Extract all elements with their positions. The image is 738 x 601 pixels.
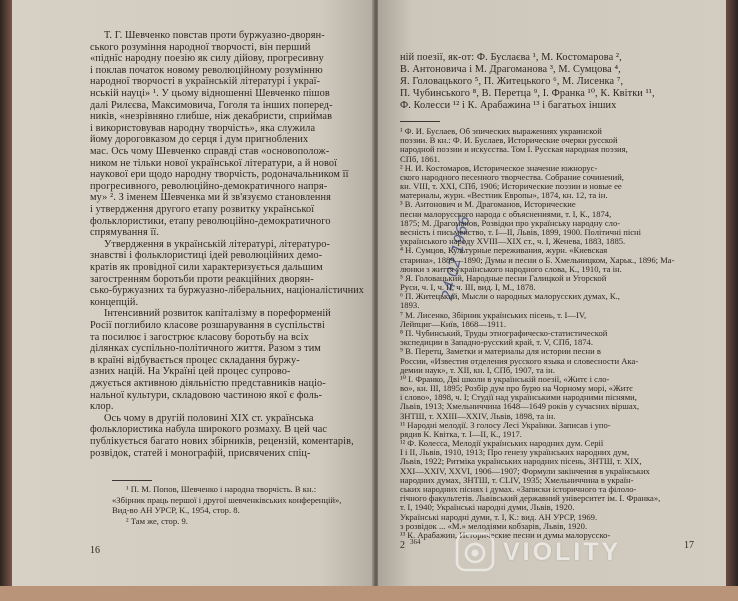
body-text-line: Ф. Колесси ¹² і К. Арабажина ¹³ і багатьох інших — [400, 100, 617, 112]
body-text-line: фольклористики, етапу революційно-демократичного — [90, 215, 331, 227]
book-cover-bottom-edge — [0, 586, 738, 601]
printer-signature-mark: 2 — [400, 540, 405, 551]
footnote-separator — [112, 480, 152, 481]
body-text-line: публікується багато нових збірників, рецензій, коментарів, — [90, 436, 354, 447]
body-text-line: ників, «незрівняно глибше, ніж декабристи, сприймав — [90, 111, 333, 123]
footnote-line: ¹¹ Народні мелодії. З голосу Лесі Українки. Записав і упо- — [400, 419, 611, 430]
violity-camera-logo-icon — [455, 532, 495, 572]
footnote-line: Українські народні думи, т. I, К.: вид. АН УРСР, 1969. — [400, 511, 598, 522]
body-text-line: В. Антоновича і М. Драгоманова ³, М. Сумцова ⁴, — [400, 64, 621, 76]
footnote-line: Львів, 1913; Хмельниччина 1648—1649 років у сучасних віршах, — [400, 401, 640, 412]
footnote-line: ² Н. И. Костомаров, Историческое значение южнорус- — [400, 162, 598, 173]
body-text-line: далі Рилєєва, Максимовича, Гоголя та інших поперед- — [90, 99, 333, 111]
body-text-line: в країні відбувається процес складання буржу- — [90, 354, 300, 366]
book-cover-right-edge — [726, 0, 738, 601]
footnote-line: Львів, 1922; Ритміка українських народних пісень, ЗНТШ, т. XIX, — [400, 456, 642, 467]
body-text-line: і використовував народну творчість», яка служила — [90, 122, 316, 134]
footnote-line: экспедиции в Западно-русский край, т. V, СПб, 1874. — [400, 337, 593, 348]
right-page — [378, 0, 726, 586]
body-text-line: клор. — [90, 401, 114, 413]
footnote-line: ¹³ К. Арабажин, Исторические песни и думы малорусско- — [400, 529, 611, 540]
footnote-line: ¹ П. М. Попов, Шевченко і народна творчість. В кн.: — [126, 484, 317, 494]
body-text-line: Я. Головацького ⁵, П. Житецького ⁶, М. Лисенка ⁷, — [400, 76, 624, 88]
body-text-line: і утвердження другого етапу розвитку української — [90, 204, 315, 215]
body-text-line: Ось чому в другій половині XIX ст. українська — [104, 412, 314, 424]
body-text-line: Росії поглибило класове розшарування в суспільстві — [90, 320, 325, 331]
footnote-line: 1893. — [400, 300, 420, 311]
footnote-line: старина», 1889—1890; Думы и песни о Б. Хмельницком, Харьк., 1896; Ма- — [400, 254, 675, 265]
footnote-line: во», кн. III, 1895; Розбір дум про бурю на Чорному морі, «Житє — [400, 383, 633, 394]
footnote-line: українського народу XVIII—XIX ст., ч. I, Женева, 1883, 1885. — [400, 236, 626, 247]
footnote-line: СПб, 1861. — [400, 153, 440, 164]
body-text-line: мас. Ось чому Шевченко справді став «основополож- — [90, 146, 330, 157]
body-text-line: П. Чубинського ⁸, В. Перетца ⁹, І. Франка ¹⁰, К. Квітки ¹¹, — [400, 88, 655, 100]
watermark-brand-text: VIOLITY — [503, 537, 622, 566]
body-text-line: знавстві і фольклористиці ідей революційних демо- — [90, 250, 323, 262]
footnote-line: Лейпциг—Київ, 1868—1911. — [400, 318, 506, 329]
watermark — [455, 530, 621, 574]
body-text-line: ній поезії, як-от: Ф. Буслаєва ¹, М. Костомарова ², — [400, 52, 622, 63]
body-text-line: розвідок, статей і монографій, присвячених спіц- — [90, 447, 311, 459]
footnote-line: ⁸ П. Чубинський, Труды этнографическо-статистической — [400, 327, 608, 338]
body-text-line: прогресивного, революційно-демократичного напря- — [90, 180, 328, 192]
footnote-line: материалы, журн. «Вестник Европы», 1874, кн. 12, та ін. — [400, 190, 608, 201]
footnote-line: песни малорусского народа с объяснениями, т. I, К., 1874, — [400, 208, 612, 219]
footnote-line: ⁹ В. Перетц, Заметки и материалы для истории песни в — [400, 346, 601, 357]
body-text-line: загостренням боротьби проти реакційних дворян- — [90, 273, 314, 285]
footnote-line: России, «Известия отделения русского языка и словесности Ака- — [400, 355, 639, 366]
body-text-line: ського розуміння народної творчості, він перший — [90, 41, 311, 53]
footnote-line: весність і письменство, т. І—ІІ, Львів, 1899, 1900. Політичні пісні — [400, 226, 642, 237]
footnote-line: ⁷ М. Лисенко, Збірник українських пісень, т. I—IV, — [400, 309, 587, 320]
body-text-line: фольклористика набула широкого розмаху. В цей час — [90, 424, 328, 436]
footnote-line: ¹² Ф. Колесса, Мелодії українських народних дум. Серії — [400, 438, 604, 449]
body-text-line: народної творчості в українській літературі і украї- — [90, 76, 321, 88]
footnote-line: народной поэзии и искусства. Том I. Русская народная поэзия, — [400, 144, 628, 155]
body-text-line: «піднїс народну поезію як силу дійову, прогресивну — [90, 53, 324, 65]
footnote-line: народних думах, ЗНТШ, т. CLIV, 1935; Хмельниччина в україн- — [400, 474, 634, 485]
body-text-line: йому дороговказом до серця і дум пригноблених — [90, 134, 309, 146]
footnote-line: ⁵ Я. Головацький, Народные песни Галицкой и Угорской — [400, 272, 607, 283]
body-text-line: концепцій. — [90, 296, 139, 308]
printer-signature-number: 364 — [410, 538, 421, 546]
footnote-separator — [400, 121, 440, 122]
footnote-line: демии наук», т. XII, кн. I, СПб, 1907, та ін. — [400, 364, 555, 375]
body-text-line: нській науці» ¹. У цьому відношенні Шевченко пішов — [90, 88, 330, 99]
footnote-line: ³ В. Антонович и М. Драгоманов, Исторические — [400, 199, 576, 210]
footnote-line: ських народних піснях і думах. «Записки історичного та філоло- — [400, 484, 637, 495]
footnote-line: рядив К. Квітка, т. I—II, К., 1917. — [400, 428, 522, 439]
footnote-line: поэзии. В кн.: Ф. И. Буслаев, Исторические очерки русской — [400, 135, 618, 146]
footnote-line: I і II, Львів, 1910, 1913; Про генезу українських народних дум, — [400, 447, 630, 458]
body-text-line: Т. Г. Шевченко повстав проти буржуазно-дворян- — [104, 30, 325, 41]
footnote-line: 1875; М. Драгоманов, Розвідки про українську народну сло- — [400, 217, 621, 228]
footnote-line: гічного факультетів. Львівський державний університет ім. І. Франка», — [400, 493, 661, 504]
body-text-line: сько-буржуазних та буржуазно-ліберальних, націоналістичних — [90, 285, 364, 297]
page-number: 16 — [90, 545, 100, 556]
body-text-line: нальної культури, складовою частиною якої є фоль- — [90, 389, 323, 401]
body-text-line: та посилює і загострює класову боротьбу на всіх — [90, 331, 309, 343]
body-text-line: кратів як провідної сили характеризується дальшим — [90, 262, 323, 273]
body-text-line: Інтенсивний розвиток капіталізму в пореформеній — [104, 308, 331, 320]
footnote-line: т. I, 1940; Українські народні думи, Львів, 1920. — [400, 502, 575, 513]
footnote-line: XXI—XXIV, XXVI, 1906—1907; Формули закінчення в українських — [400, 465, 650, 476]
handwritten-date-note: 24 02 1966 — [438, 213, 474, 302]
footnote-line: Руси, ч. I, ч. II, ч. III, вид. I, М., 1878. — [400, 282, 536, 293]
left-page — [12, 0, 374, 586]
footnote-line: Вид-во АН УРСР, К., 1954, стор. 8. — [112, 505, 240, 515]
body-text-line: Утвердження в українській літературі, літературо- — [104, 238, 331, 250]
book-cover-left-edge — [0, 0, 12, 601]
footnote-line: і слово», 1898, ч. I; Студії над українськими народними піснями, — [400, 392, 637, 403]
footnote-line: люнки з життя українського народного слова, К., 1910, та ін. — [400, 263, 622, 274]
body-text-line: ником не тільки нової української літератури, а й нової — [90, 157, 338, 169]
page-number: 17 — [684, 540, 694, 551]
body-text-line: і поклав початок новому революційному розумінню — [90, 64, 323, 76]
body-text-line: спрямування її. — [90, 227, 160, 239]
footnote-line: ⁶ П. Житецький, Мысли о народных малорусских думах, К., — [400, 291, 620, 302]
body-text-line: ділянках суспільно-політичного життя. Разом з тим — [90, 343, 321, 355]
footnote-line: з розвідок ... «М.» мелодіями кобзарів, Львів, 1920. — [400, 520, 588, 531]
body-text-line: наукової ери щодо народну творчість, родоначальником її — [90, 169, 349, 181]
footnote-line: ¹⁰ І. Франко, Дві школи в українській поезії, «Житє і сло- — [400, 373, 610, 384]
footnote-line: ¹ Ф. И. Буслаев, Об эпических выражениях украинской — [400, 126, 602, 136]
body-text-line: азних націй. На Україні цей процес супрово- — [90, 366, 291, 378]
body-text-line: джується активною діяльністю представників націо- — [90, 378, 326, 389]
body-text-line: му» ². З іменем Шевченка ми й зв'язуємо становлення — [90, 192, 331, 204]
footnote-line: ² Там же, стор. 9. — [126, 515, 188, 526]
footnote-line: кн. VIII, т. XXI, СПб, 1906; Исторические поэзии и новые ее — [400, 181, 622, 192]
footnote-line: ского народного песенного творчества. Собрание сочинений, — [400, 171, 624, 182]
footnote-line: ЗНТШ, т. XXIII—XXIV, Львів, 1898, та ін. — [400, 410, 556, 421]
footnote-line: ⁴ Н. Сумцов, Культурные переживания, журн. «Киевская — [400, 245, 608, 256]
footnote-line: «Збірник праць першої і другої шевченківських конференцій», — [112, 494, 342, 505]
